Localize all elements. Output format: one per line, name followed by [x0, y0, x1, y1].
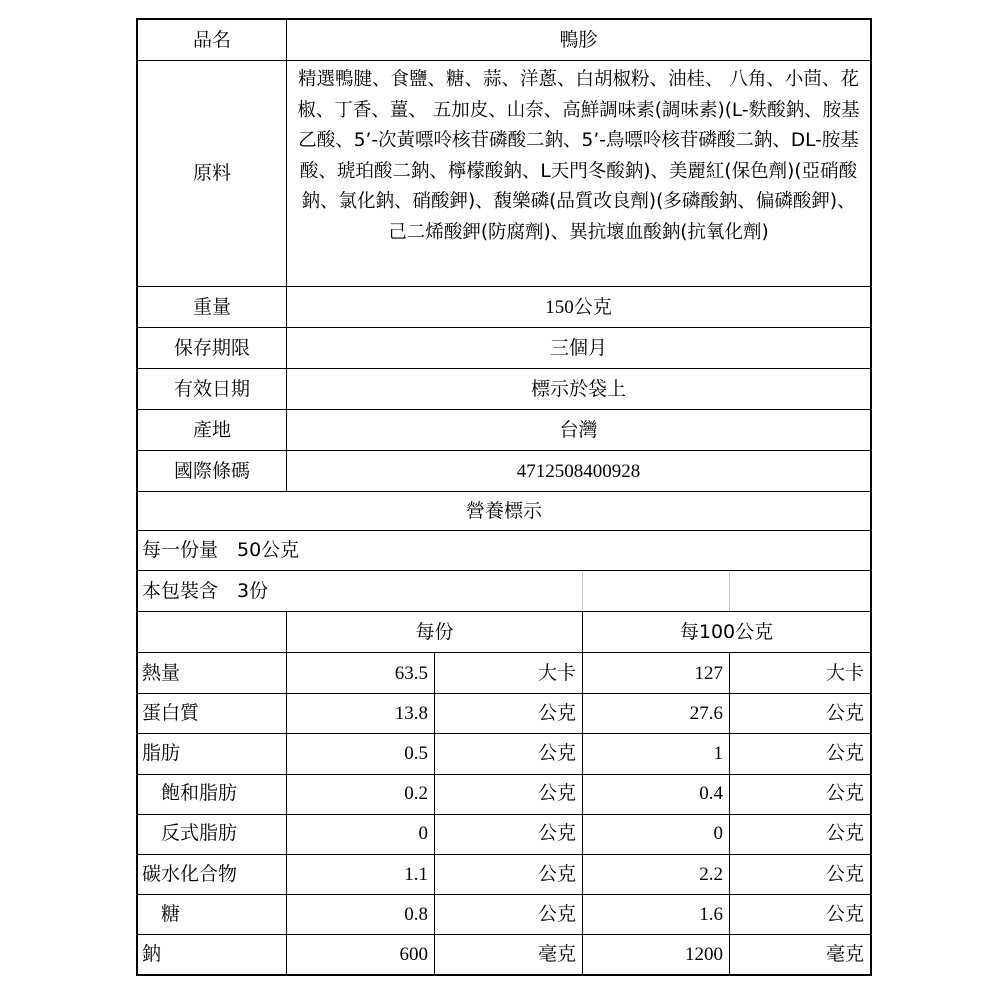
column-header-per-100g: 每100公克 — [679, 620, 774, 643]
name-value: 鴨胗 — [559, 28, 598, 51]
shelf-life-value: 三個月 — [549, 336, 607, 359]
nutrient-name: 熱量 — [142, 661, 181, 684]
per-100g-value: 2.2 — [699, 863, 723, 885]
per-100g-unit: 公克 — [825, 701, 864, 724]
faint-divider — [582, 571, 583, 611]
expiry-value: 標示於袋上 — [530, 377, 626, 400]
per-serving-unit: 公克 — [537, 741, 576, 764]
servings-per-pack: 本包裝含 3份 — [142, 579, 269, 602]
column-header-per-serving: 每份 — [415, 620, 454, 643]
per-serving-value: 13.8 — [394, 702, 428, 724]
per-100g-value: 1 — [713, 742, 723, 764]
per-serving-unit: 公克 — [537, 782, 576, 805]
weight-label: 重量 — [192, 295, 231, 318]
name-label: 品名 — [192, 28, 231, 51]
serving-size: 每一份量 50公克 — [142, 539, 300, 561]
column-divider — [286, 612, 287, 974]
per-serving-value: 0.2 — [404, 783, 428, 805]
nutrient-name: 飽和脂肪 — [142, 782, 238, 805]
nutrient-name: 反式脂肪 — [142, 822, 238, 845]
per-serving-unit: 公克 — [537, 701, 576, 724]
origin-value: 台灣 — [559, 418, 598, 441]
barcode-label: 國際條碼 — [173, 459, 250, 482]
column-divider — [434, 652, 435, 974]
per-100g-unit: 大卡 — [825, 661, 864, 684]
faint-divider — [729, 571, 730, 611]
per-100g-unit: 公克 — [825, 782, 864, 805]
ingredients-value: 精選鴨腱、食鹽、糖、蒜、洋蔥、白胡椒粉、油桂、 八角、小茴、花椒、丁香、薑、 五加皮、山奈、高鮮調味素(調味素)(L-麩酸鈉、胺基乙酸、5’-次黃嘌呤核苷磷酸二鈉、5’-鳥嘌呤核苷磷酸二鈉、DL-胺基酸、琥珀酸二鈉、檸檬酸鈉、L天門冬酸鈉)、美麗紅(保色劑)(亞硝酸鈉、氯化鈉、硝酸鉀)、馥樂磷(品質改良劑)(多磷酸鈉、偏磷酸鉀)、己二烯酸鉀(防腐劑)、異抗壞血酸鈉(抗氧化劑) — [297, 69, 860, 243]
nutrient-name: 糖 — [142, 902, 181, 925]
per-serving-unit: 公克 — [537, 862, 576, 885]
per-100g-unit: 公克 — [825, 741, 864, 764]
per-100g-unit: 公克 — [825, 862, 864, 885]
per-serving-value: 0 — [418, 823, 428, 845]
per-100g-value: 1200 — [685, 943, 723, 965]
per-100g-value: 0 — [713, 823, 723, 845]
per-100g-unit: 公克 — [825, 902, 864, 925]
nutrient-name: 鈉 — [142, 942, 162, 965]
per-serving-value: 0.8 — [404, 903, 428, 925]
product-info-sheet — [136, 18, 872, 976]
weight-value: 150公克 — [545, 296, 612, 318]
per-100g-value: 1.6 — [699, 903, 723, 925]
per-100g-value: 127 — [694, 662, 723, 684]
column-divider — [286, 20, 287, 491]
per-serving-value: 0.5 — [404, 742, 428, 764]
nutrient-name: 蛋白質 — [142, 701, 200, 724]
column-divider — [582, 612, 583, 974]
per-100g-value: 0.4 — [699, 783, 723, 805]
nutrition-title: 營養標示 — [465, 499, 542, 522]
per-serving-unit: 公克 — [537, 822, 576, 845]
origin-label: 產地 — [192, 418, 231, 441]
expiry-label: 有效日期 — [173, 377, 250, 400]
nutrient-name: 脂肪 — [142, 741, 181, 764]
per-serving-unit: 公克 — [537, 902, 576, 925]
per-100g-unit: 毫克 — [825, 942, 864, 965]
per-100g-unit: 公克 — [825, 822, 864, 845]
shelf-life-label: 保存期限 — [173, 336, 250, 359]
nutrient-name: 碳水化合物 — [142, 862, 238, 885]
barcode-value: 4712508400928 — [516, 460, 641, 482]
per-serving-unit: 毫克 — [537, 942, 576, 965]
per-100g-value: 27.6 — [689, 702, 723, 724]
per-serving-value: 600 — [399, 943, 428, 965]
column-divider — [729, 652, 730, 974]
per-serving-value: 63.5 — [394, 662, 428, 684]
per-serving-unit: 大卡 — [537, 661, 576, 684]
ingredients-label: 原料 — [192, 162, 231, 184]
per-serving-value: 1.1 — [404, 863, 428, 885]
